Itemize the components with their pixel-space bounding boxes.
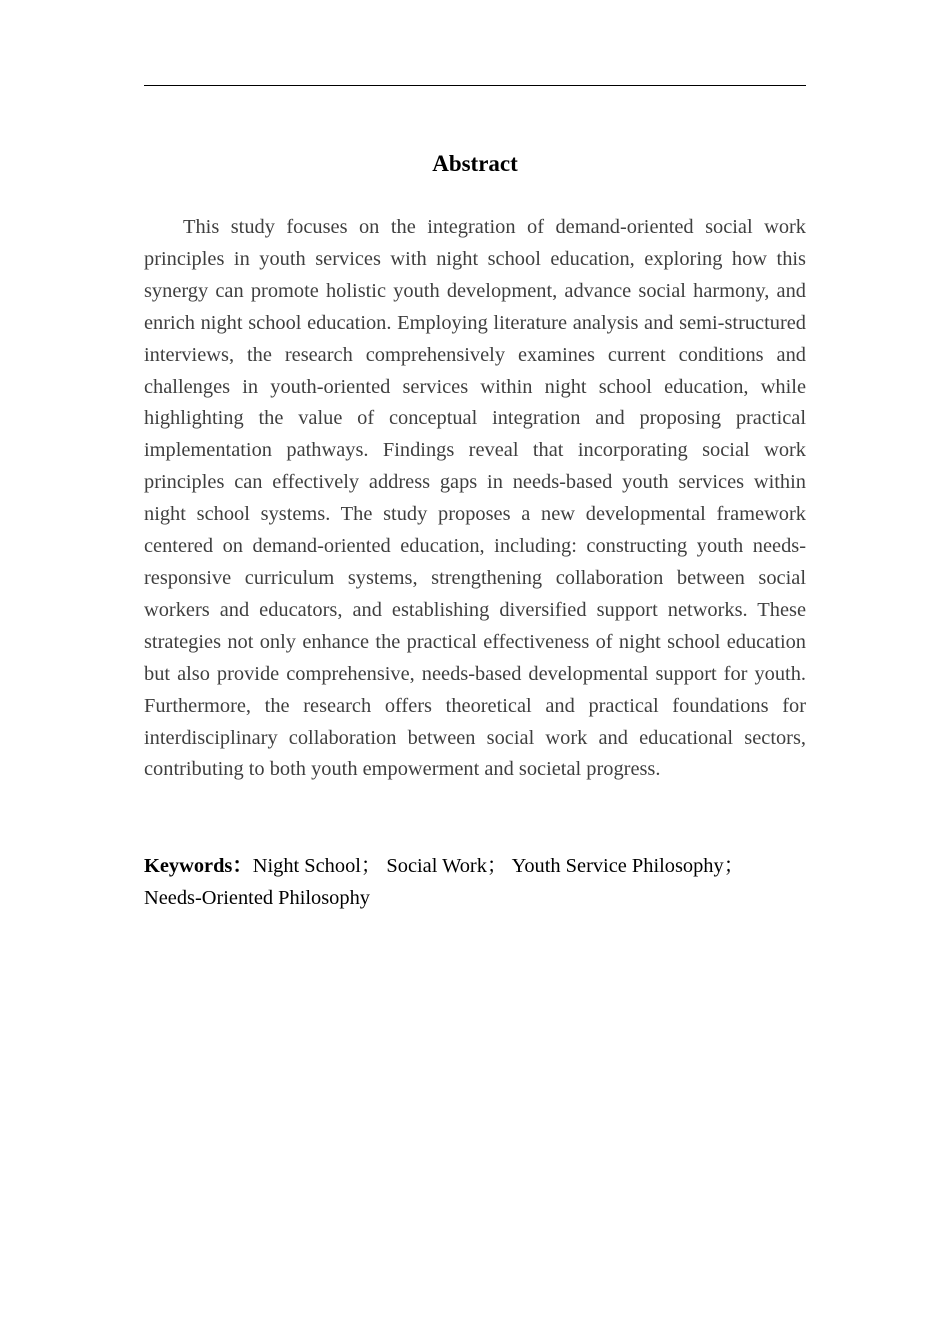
abstract-body: This study focuses on the integration of demand-oriented social work principles in youth services with night school education, exploring how this synergy can promote holistic youth development, advance social harmony, and enrich night school education. Employing literature analysis and semi-structured interviews, the research comprehensively examines current conditions and challenges in youth-oriented services within night school education, while highlighting the value of conceptual integration and proposing practical implementation pathways. Findings reveal that incorporating social work principles can effectively address gaps in needs-based youth services within night school systems. The study proposes a new developmental framework centered on demand-oriented education, including: constructing youth needs-responsive curriculum systems, strengthening collaboration between social workers and educators, and establishing diversified support networks. These strategies not only enhance the practical effectiveness of night school education but also provide comprehensive, needs-based developmental support for youth. Furthermore, the research offers theoretical and practical foundations for interdisciplinary collaboration between social work and educational sectors, contributing to both youth empowerment and societal progress.	[144, 216, 806, 781]
header-rule	[144, 85, 806, 86]
keywords-line	[144, 851, 806, 915]
keywords-label: Keywords：	[144, 855, 253, 877]
abstract-title: Abstract	[432, 151, 518, 176]
keywords-text: Night School； Social Work； Youth Service Philosophy； Needs-Oriented Philosophy	[144, 855, 745, 909]
